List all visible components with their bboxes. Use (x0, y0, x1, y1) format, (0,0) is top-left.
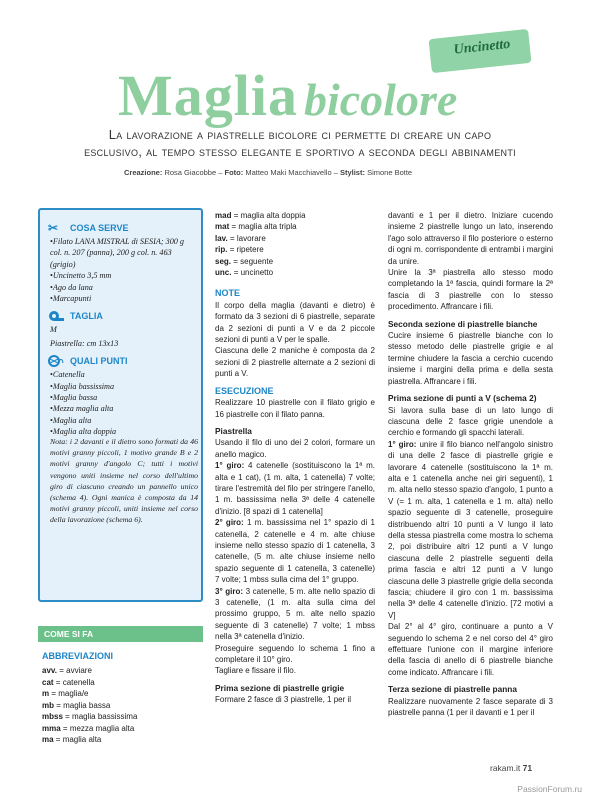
footer-site: rakam.it (490, 763, 521, 773)
page-title (118, 62, 457, 129)
list-item: • Marcapunti (50, 293, 196, 304)
taglia-piastrella: Piastrella: cm 13x13 (50, 338, 119, 348)
list-item: • Filato LANA MISTRAL di SESIA; 300 g col. n. 207 (panna), 200 g col. n. 463 (grigio) (50, 236, 196, 270)
column-2 (215, 210, 375, 706)
quali-punti-heading (48, 355, 196, 367)
col3-giro-1: 1° giro: unire il filo bianco nell'angolo sinistro di una delle 2 fasce di piastrelle grigie e lavorare 4 catenelle (sostituiscono la 1ª m. alta e 1 catenella anche nei giri seguenti), 1 m. alta nello stesso spazio d'angolo, 1 punto a V (= 1 m. alta, 1 catenella e 1 m. alta) nello spazio seguente di 3 catenelle, proseguire distribuendo altri 10 punti a V lungo il lato della stessa piastrella come mostra lo schema 2, poi distribuire altri 12 punti a V lungo ciascuna delle 2 piastrelle seguenti della prima fascia e altri 12 punti a V lungo ciascuna delle 3 piastrelle grigie della seconda fascia; chiudere il giro con 1 m. bassissima nella 3ª delle 4 catenelle d'inizio. [72 motivi a V] (388, 439, 553, 620)
category-tag-label: Uncinetto (452, 36, 512, 58)
abbr-item: mb = maglia bassa (42, 700, 111, 710)
foto-name: Matteo Maki Macchiavello (245, 168, 332, 177)
taglia-heading (48, 310, 196, 322)
note-text: Il corpo della maglia (davanti e dietro) è formato da 3 sezioni di 6 piastrelle, separate da 2 sezioni di punti a V e da 2 piccole sezioni di punti a V per le spalle. (215, 300, 375, 345)
abbreviazioni-heading: ABBREVIAZIONI (42, 651, 114, 661)
tape-measure-icon (48, 310, 64, 322)
taglia-size: M (50, 325, 57, 335)
tagliare-text: Tagliare e fissare il filo. (215, 666, 296, 676)
quali-punti-list (50, 369, 196, 437)
cosa-serve-list (50, 236, 196, 304)
page-footer (490, 763, 532, 773)
abbr-item: mat = maglia alta tripla (215, 222, 297, 232)
abbr-item: avv. = avviare (42, 666, 92, 675)
list-item: • Maglia bassissima (50, 381, 196, 392)
page-number: 71 (522, 763, 533, 773)
note-heading: NOTE (215, 288, 241, 299)
bianche-text: Cucire insieme 6 piastrelle bianche con lo stesso metodo delle piastrelle grigie e al termine chiudere la fascia a cerchio cucendo insieme i margini della prima e della sesta piastrella. Affrancare i fili. (388, 331, 553, 386)
abbr-item: rip. = ripetere (215, 245, 264, 255)
terza-text: Realizzare nuovamente 2 fasce separate di 3 piastrelle panna (1 per il davanti e 1 per il (388, 696, 553, 718)
abbr-item: mbss = maglia bassissima (42, 712, 138, 721)
abbr-item: cat = catenella (42, 677, 95, 687)
prima-grigie-heading: Prima sezione di piastrelle grigie (215, 682, 345, 693)
giro-1: 1° giro: 4 catenelle (sostituiscono la 1ª m. alta e 1 cat), (1 m. alta, 1 catenella) 7 volte; tirare l'estremità del filo per stringere l'anello, 1 m. bassissima nella 3ª delle 4 catenelle d'inizio. [8 spazi di 1 catenella] (215, 461, 375, 516)
abbr-item: mma = mezza maglia alta (42, 723, 135, 733)
come-si-fa-bar: COME SI FA (38, 626, 203, 642)
taglia-label: TAGLIA (70, 311, 103, 322)
list-item: • Maglia alta doppia (50, 426, 196, 437)
puntiv-heading: Prima sezione di punti a V (schema 2) (388, 393, 537, 404)
proseguire-text: Proseguire seguendo lo schema 1 fino a completare il 10° giro. (215, 643, 375, 665)
column-3 (388, 210, 553, 718)
abbr-item: unc. = uncinetto (215, 268, 274, 278)
col3-p1: davanti e 1 per il dietro. Iniziare cucendo insieme 2 piastrelle lungo un lato, inserendo l'ago solo attraverso il filo posteriore o esterno di ogni m. corrispondente di entrambi i margini da unire. (388, 211, 553, 266)
stylist-name: Simone Botte (367, 168, 413, 177)
piastrella-text: Usando il filo di uno dei 2 colori, formare un anello magico. (215, 438, 375, 459)
creazione-name: Rosa Giacobbe (164, 168, 217, 177)
bianche-heading: Seconda sezione di piastrelle bianche (388, 318, 538, 329)
abbr-item: seg. = seguente (215, 256, 274, 266)
title-part1: Maglia (118, 63, 298, 128)
esecuzione-heading: ESECUZIONE (215, 385, 274, 396)
list-item: • Ago da lana (50, 282, 196, 293)
yarn-icon (48, 355, 64, 367)
prima-grigie-text: Formare 2 fasce di 3 piastrelle, 1 per il (215, 695, 352, 705)
materials-box (38, 208, 203, 602)
abbr-item: mad = maglia alta doppia (215, 211, 306, 220)
quali-punti-label: QUALI PUNTI (70, 356, 128, 367)
col3-dal: Dal 2° al 4° giro, continuare a punto a V seguendo lo schema 2 e nel corso del 4° giro effettuare l'unione con il margine inferiore della fascia di anello di 6 piastrelle bianche come indicato. Affrancare i fili. (388, 622, 553, 677)
cosa-serve-heading (48, 222, 196, 234)
subtitle: La lavorazione a piastrelle bicolore ci permette di creare un capo esclusivo, al tempo stesso elegante e sportivo a seconda degli abbinamenti (84, 127, 516, 159)
list-item: • Mezza maglia alta (50, 403, 196, 414)
creazione-label: Creazione: (124, 168, 163, 177)
piastrella-heading: Piastrella (215, 425, 252, 436)
list-item: • Catenella (50, 369, 196, 380)
list-item: • Maglia bassa (50, 392, 196, 403)
abbr-item: lav. = lavorare (215, 233, 266, 243)
abbreviazioni-list (42, 665, 212, 746)
scissors-icon: ✂ (48, 221, 59, 235)
sidebar-note: Nota: i 2 davanti e il dietro sono formati da 46 motivi granny piccoli, 1 motivo grande B e 2 motivi granny d'angolo C; tutti i motivi vengono uniti insieme nel corso dell'ultimo giro di ciascuno creando un pannello unico (schema 4). Ogni manica è composta da 14 motivi granny piccoli, uniti insieme nel corso della lavorazione (schema 6). (50, 437, 198, 525)
giro-2: 2° giro: 1 m. bassissima nel 1° spazio di 1 catenella, 2 catenelle e 4 m. alte chiuse insieme nello stesso spazio di 1 catenella, 3 catenelle, (5 m. alte chiuse insieme nello spazio seguente di 1 catenella, 3 catenelle) 7 volte; 1 mbss sulla cima del 1° gruppo. (215, 518, 375, 585)
watermark: PassionForum.ru (517, 784, 582, 794)
esecuzione-text: Realizzare 10 piastrelle con il filato grigio e 16 piastrelle con il filato panna. (215, 398, 375, 419)
foto-label: Foto: (224, 168, 244, 177)
terza-heading: Terza sezione di piastrelle panna (388, 684, 517, 695)
list-item: • Uncinetto 3,5 mm (50, 270, 196, 281)
abbr-item: ma = maglia alta (42, 735, 102, 744)
abbr-item: m = maglia/e (42, 689, 89, 698)
cosa-serve-label: COSA SERVE (70, 223, 129, 233)
credits: Creazione: Rosa Giacobbe – Foto: Matteo Maki Macchiavello – Stylist: Simone Botte (124, 168, 413, 177)
title-part2: bicolore (303, 74, 458, 125)
giro-3: 3° giro: 3 catenelle, 5 m. alte nello spazio di 3 catenelle, (1 m. alta sulla cima del prossimo gruppo, 5 m. alte nello spazio seguente di 3 catenelle) 7 volte; 1 mbss nella 3ª catenella d'inizio. (215, 586, 375, 642)
col3-p2: Unire la 3ª piastrella allo stesso modo completando la 1ª fascia, quindi formare la 2ª fascia di 3 piastrelle con lo stesso procedimento. Affrancare i fili. (388, 268, 553, 312)
puntiv-text: Si lavora sulla base di un lato lungo di ciascuna delle 2 fasce grigie unendole a cerchio e formando gli spacchi laterali. (388, 405, 553, 438)
note-text-2: Ciascuna delle 2 maniche è composta da 2 sezioni di 2 piastrelle alternate a 2 sezioni di punti a V. (215, 346, 375, 379)
stylist-label: Stylist: (339, 168, 365, 177)
list-item: • Maglia alta (50, 415, 196, 426)
